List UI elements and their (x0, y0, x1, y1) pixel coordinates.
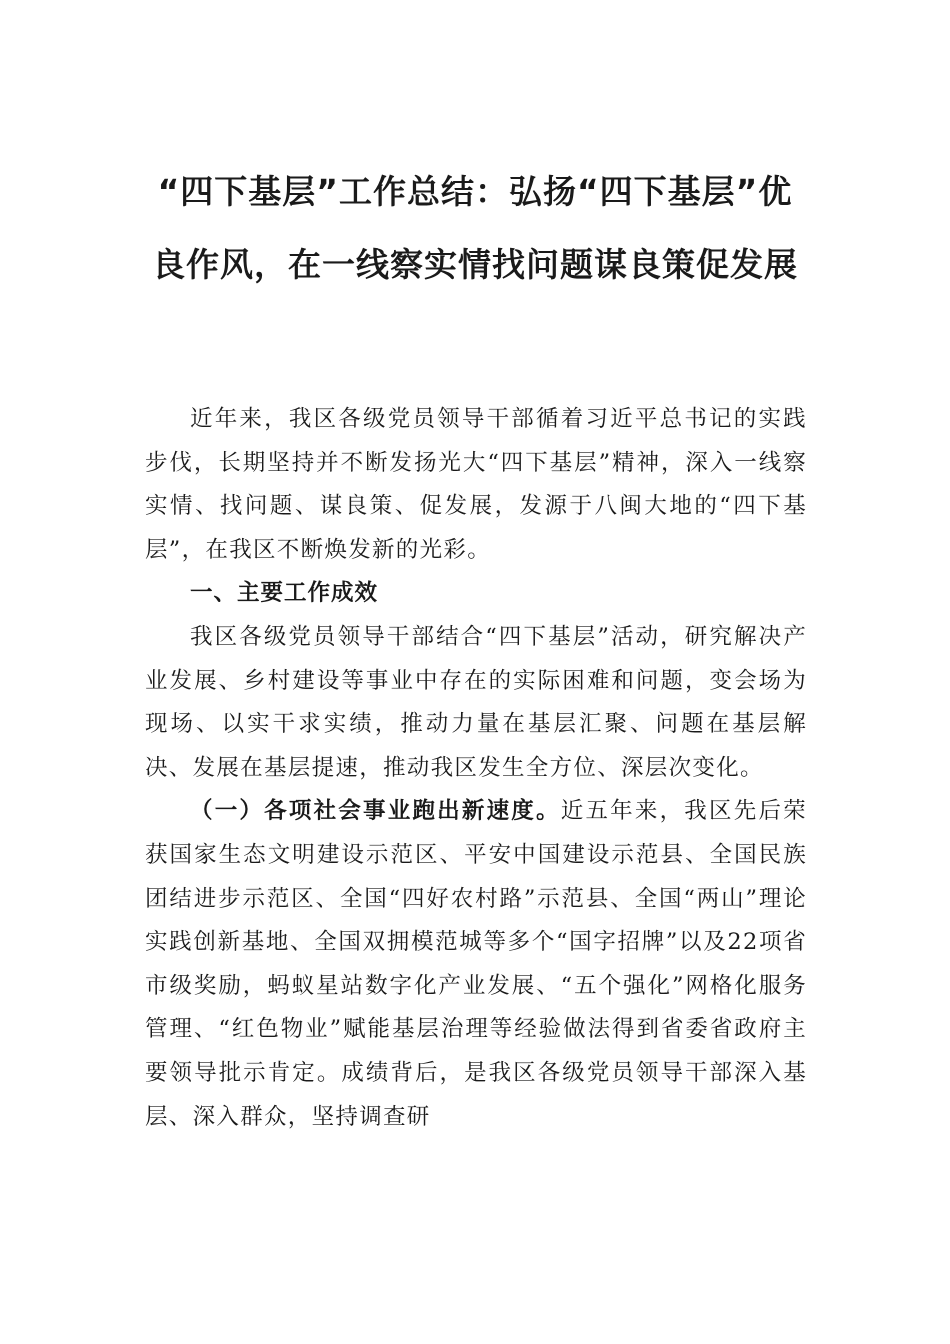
document-title: “四下基层”工作总结：弘扬“四下基层”优良作风，在一线察实情找问题谋良策促发展 (152, 172, 798, 284)
subsection-paragraph (145, 790, 807, 1139)
intro-paragraph: 近年来，我区各级党员领导干部循着习近平总书记的实践步伐，长期坚持并不断发扬光大“四下基层”精神，深入一线察实情、找问题、谋良策、促发展，发源于八闽大地的“四下基层”，在我区不断焕发新的光彩。 (145, 406, 807, 563)
subsection-body: 近五年来，我区先后荣获国家生态文明建设示范区、平安中国建设示范县、全国民族团结进步示范区、全国“四好农村路”示范县、全国“两山”理论实践创新基地、全国双拥模范城等多个“国字招牌”以及22项省市级奖励，蚂蚁星站数字化产业发展、“五个强化”网格化服务管理、“红色物业”赋能基层治理等经验做法得到省委省政府主要领导批示肯定。成绩背后，是我区各级党员领导干部深入基层、深入群众，坚持调查研 (145, 798, 807, 1130)
section-heading: 一、主要工作成效 (190, 580, 379, 607)
section-paragraph: 我区各级党员领导干部结合“四下基层”活动，研究解决产业发展、乡村建设等事业中存在的实际困难和问题，变会场为现场、以实干求实绩，推动力量在基层汇聚、问题在基层解决、发展在基层提速，推动我区发生全方位、深层次变化。 (145, 623, 807, 781)
document-body (145, 398, 807, 1139)
subsection-lead: （一）各项社会事业跑出新速度。 (190, 798, 561, 825)
